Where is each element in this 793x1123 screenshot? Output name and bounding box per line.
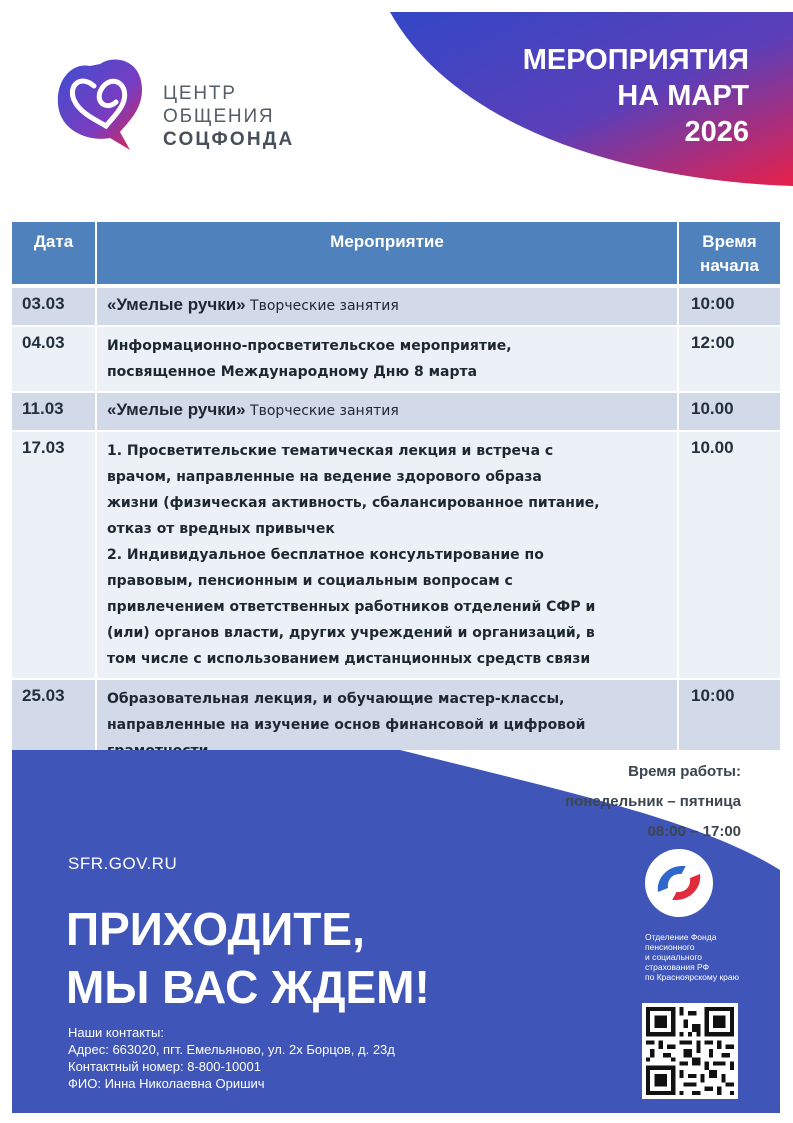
sfr-caption-line-1: Отделение Фонда — [645, 932, 717, 942]
event-date: 25.03 — [12, 679, 96, 771]
heart-speech-bubble-icon — [50, 52, 150, 152]
event-date: 04.03 — [12, 326, 96, 392]
event-time: 10.00 — [678, 392, 780, 431]
contacts — [68, 1024, 395, 1092]
slogan — [66, 900, 430, 1016]
sfr-caption-line-2: пенсионного — [645, 942, 695, 952]
event-line: том числе с использованием дистанционных средств связи — [107, 651, 591, 667]
table-row — [12, 431, 780, 679]
sfr-caption-line-5: по Красноярскому краю — [645, 972, 739, 982]
contacts-address: Адрес: 663020, пгт. Емельяново, ул. 2х Борцов, д. 23д — [68, 1042, 395, 1057]
event-time: 10:00 — [678, 679, 780, 771]
title-line-1: МЕРОПРИЯТИЯ — [522, 44, 749, 76]
table-row — [12, 326, 780, 392]
brand-line-1: ЦЕНТР — [163, 83, 237, 104]
working-hours-time: 08:00 – 17:00 — [647, 823, 741, 840]
working-hours-days: понедельник – пятница — [565, 793, 741, 810]
poster-title — [449, 42, 749, 150]
event-date: 11.03 — [12, 392, 96, 431]
brand-name — [163, 82, 294, 151]
event-line: жизни (физическая активность, сбалансированное питание, — [107, 495, 600, 511]
sfr-caption-line-3: и социального — [645, 952, 702, 962]
column-header-time-line-1: Время — [702, 232, 757, 251]
event-description — [96, 431, 678, 679]
event-date: 17.03 — [12, 431, 96, 679]
contacts-title: Наши контакты: — [68, 1025, 164, 1040]
events-table — [12, 222, 780, 772]
event-line: (или) органов власти, других учреждений и организаций, в — [107, 625, 595, 641]
event-line: направленные на изучение основ финансовой и цифровой — [107, 717, 586, 733]
event-line: врачом, направленные на ведение здорового образа — [107, 469, 542, 485]
website-link[interactable]: SFR.GOV.RU — [68, 854, 178, 873]
event-line: 2. Индивидуальное бесплатное консультирование по — [107, 547, 544, 563]
column-header-date: Дата — [12, 222, 96, 286]
contacts-phone: Контактный номер: 8-800-10001 — [68, 1059, 261, 1074]
event-line: посвященное Международному Дню 8 марта — [107, 364, 478, 380]
event-description — [96, 326, 678, 392]
qr-code-graphic — [646, 1007, 734, 1095]
event-time: 10.00 — [678, 431, 780, 679]
brand-line-2: ОБЩЕНИЯ — [163, 106, 275, 127]
event-description — [96, 286, 678, 326]
event-time: 10:00 — [678, 286, 780, 326]
event-line: Информационно-просветительское мероприятие, — [107, 338, 512, 354]
sfr-caption — [645, 932, 739, 982]
slogan-line-2: МЫ ВАС ЖДЕМ! — [66, 961, 430, 1013]
event-lead: «Умелые ручки» — [107, 400, 246, 419]
event-line: Образовательная лекция, и обучающие мастер-классы, — [107, 691, 565, 707]
slogan-line-1: ПРИХОДИТЕ, — [66, 903, 365, 955]
working-hours-label: Время работы: — [628, 763, 741, 780]
event-line: привлечением ответственных работников отделений СФР и — [107, 599, 596, 615]
sfr-logo-icon — [640, 848, 718, 918]
sfr-caption-line-4: страхования РФ — [645, 962, 710, 972]
column-header-time-line-2: начала — [700, 256, 759, 275]
qr-code-icon[interactable] — [642, 1003, 738, 1099]
event-line: 1. Просветительские тематическая лекция и встреча с — [107, 443, 554, 459]
table-row — [12, 286, 780, 326]
event-line: правовым, пенсионным и социальным вопросам с — [107, 573, 513, 589]
event-date: 03.03 — [12, 286, 96, 326]
event-time: 12:00 — [678, 326, 780, 392]
contacts-person: ФИО: Инна Николаевна Оришич — [68, 1076, 265, 1091]
title-line-2: НА МАРТ — [617, 80, 749, 112]
table-row — [12, 392, 780, 431]
event-description — [96, 392, 678, 431]
title-line-3: 2026 — [684, 116, 749, 148]
event-rest: Творческие занятия — [245, 403, 399, 419]
column-header-event: Мероприятие — [96, 222, 678, 286]
table-header-row — [12, 222, 780, 286]
brand-line-3: СОЦФОНДА — [163, 129, 295, 150]
event-line: отказ от вредных привычек — [107, 521, 335, 537]
event-rest: Творческие занятия — [245, 298, 399, 314]
event-lead: «Умелые ручки» — [107, 295, 246, 314]
column-header-time — [678, 222, 780, 286]
working-hours — [565, 757, 741, 847]
